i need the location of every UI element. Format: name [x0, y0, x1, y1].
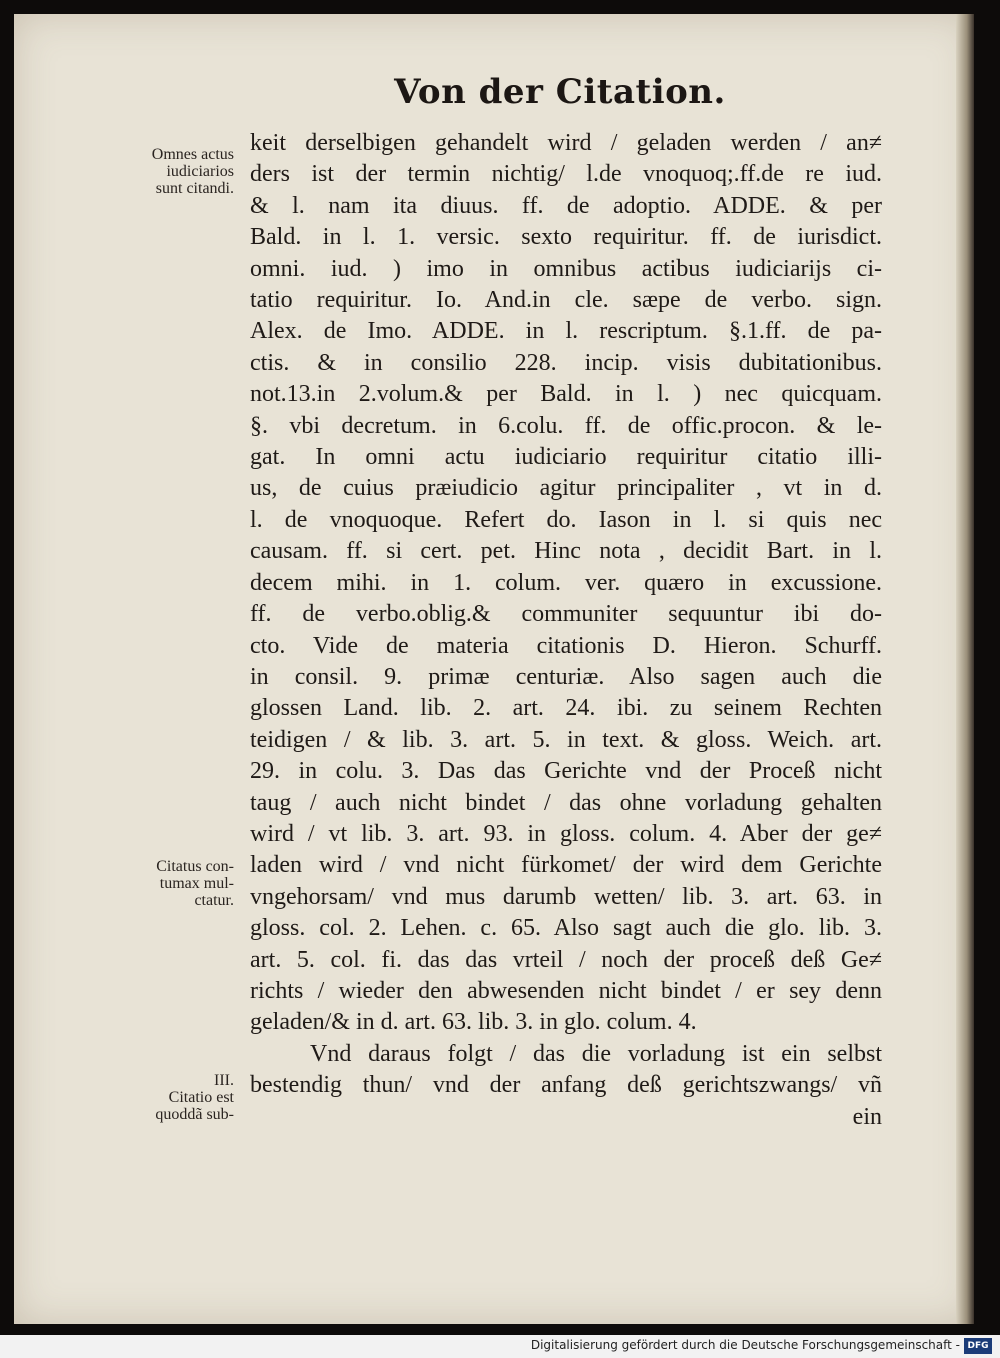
text-line: cto. Vide de materia citationis D. Hieron. Schurff.	[250, 632, 882, 659]
running-header	[0, 72, 1000, 112]
footer-credit: Digitalisierung gefördert durch die Deutsche Forschungsgemeinschaft -	[530, 1338, 960, 1352]
text-line: art. 5. col. fi. das das vrteil / noch der proceß deß Ge≠	[250, 946, 882, 973]
margin-note-line: ctatur.	[194, 892, 234, 909]
dfg-logo-icon: DFG	[964, 1338, 992, 1354]
text-line: ders ist der termin nichtig/ l.de vnoquoq;.ff.de re iud.	[250, 161, 882, 188]
text-line: §. vbi decretum. in 6.colu. ff. de offic.procon. & le-	[250, 412, 882, 439]
text-line: keit derselbigen gehandelt wird / geladen werden / an≠	[250, 130, 882, 156]
text-line: richts / wieder den abwesenden nicht bindet / er sey denn	[250, 977, 882, 1004]
margin-note-2	[108, 858, 234, 909]
margin-note-line: quoddã sub-	[155, 1106, 234, 1123]
text-line: gat. In omni actu iudiciario requiritur citatio illi-	[250, 444, 882, 471]
text-line: decem mihi. in 1. colum. ver. quæro in excussione.	[250, 569, 882, 596]
text-line: vngehorsam/ vnd mus darumb wetten/ lib. 3. art. 63. in	[250, 883, 882, 910]
text-line: ctis. & in consilio 228. incip. visis dubitationibus.	[250, 349, 882, 376]
text-line: glossen Land. lib. 2. art. 24. ibi. zu seinem Rechten	[250, 695, 882, 722]
margin-note-line: Citatus con-	[156, 858, 234, 875]
catchword: ein	[852, 1103, 882, 1130]
margin-note-line: iudiciarios	[166, 163, 234, 180]
text-line: us, de cuius præiudicio agitur principaliter , vt in d.	[250, 475, 882, 502]
text-line: l. de vnoquoque. Refert do. Iason in l. si quis nec	[250, 506, 882, 533]
text-line: not.13.in 2.volum.& per Bald. in l. ) nec quicquam.	[250, 381, 882, 408]
page-edge	[956, 14, 974, 1324]
text-line: causam. ff. si cert. pet. Hinc nota , decidit Bart. in l.	[250, 538, 882, 565]
text-line: Bald. in l. 1. versic. sexto requiritur. ff. de iurisdict.	[250, 224, 882, 251]
margin-note-line: tumax mul-	[159, 875, 234, 892]
text-line: Vnd daraus folgt / das die vorladung ist ein selbst	[310, 1040, 882, 1067]
text-line: teidigen / & lib. 3. art. 5. in text. & gloss. Weich. art.	[250, 726, 882, 753]
page-header-title: Von der Citation.	[394, 72, 726, 112]
margin-note-line: Citatio est	[168, 1089, 234, 1106]
body-text	[250, 128, 882, 1133]
text-line: 29. in colu. 3. Das das Gerichte vnd der Proceß nicht	[250, 758, 882, 785]
margin-note-line: sunt citandi.	[155, 180, 234, 197]
margin-note-line: Omnes actus	[151, 146, 234, 163]
text-line: geladen/& in d. art. 63. lib. 3. in glo. colum. 4.	[250, 1009, 697, 1036]
text-line: bestendig thun/ vnd der anfang deß gerichtszwangs/ vñ	[250, 1072, 882, 1099]
text-line: tatio requiritur. Io. And.in cle. sæpe de verbo. sign.	[250, 287, 882, 314]
text-line: omni. iud. ) imo in omnibus actibus iudiciarijs ci-	[250, 255, 882, 282]
margin-note-line: III.	[214, 1072, 234, 1089]
margin-note-1	[108, 146, 234, 197]
text-line: taug / auch nicht bindet / das ohne vorladung gehalten	[250, 789, 882, 816]
text-line: ff. de verbo.oblig.& communiter sequuntur ibi do-	[250, 601, 882, 628]
text-line: Alex. de Imo. ADDE. in l. rescriptum. §.1.ff. de pa-	[250, 318, 882, 345]
margin-note-3	[108, 1072, 234, 1123]
text-line: wird / vt lib. 3. art. 93. in gloss. colum. 4. Aber der ge≠	[250, 820, 882, 847]
text-line: in consil. 9. primæ centuriæ. Also sagen auch die	[250, 663, 882, 690]
text-line: gloss. col. 2. Lehen. c. 65. Also sagt auch die glo. lib. 3.	[250, 915, 882, 942]
footer-bar	[0, 1335, 1000, 1358]
text-line: laden wird / vnd nicht fürkomet/ der wird dem Gerichte	[250, 852, 882, 879]
text-line: & l. nam ita diuus. ff. de adoptio. ADDE. & per	[250, 192, 882, 219]
